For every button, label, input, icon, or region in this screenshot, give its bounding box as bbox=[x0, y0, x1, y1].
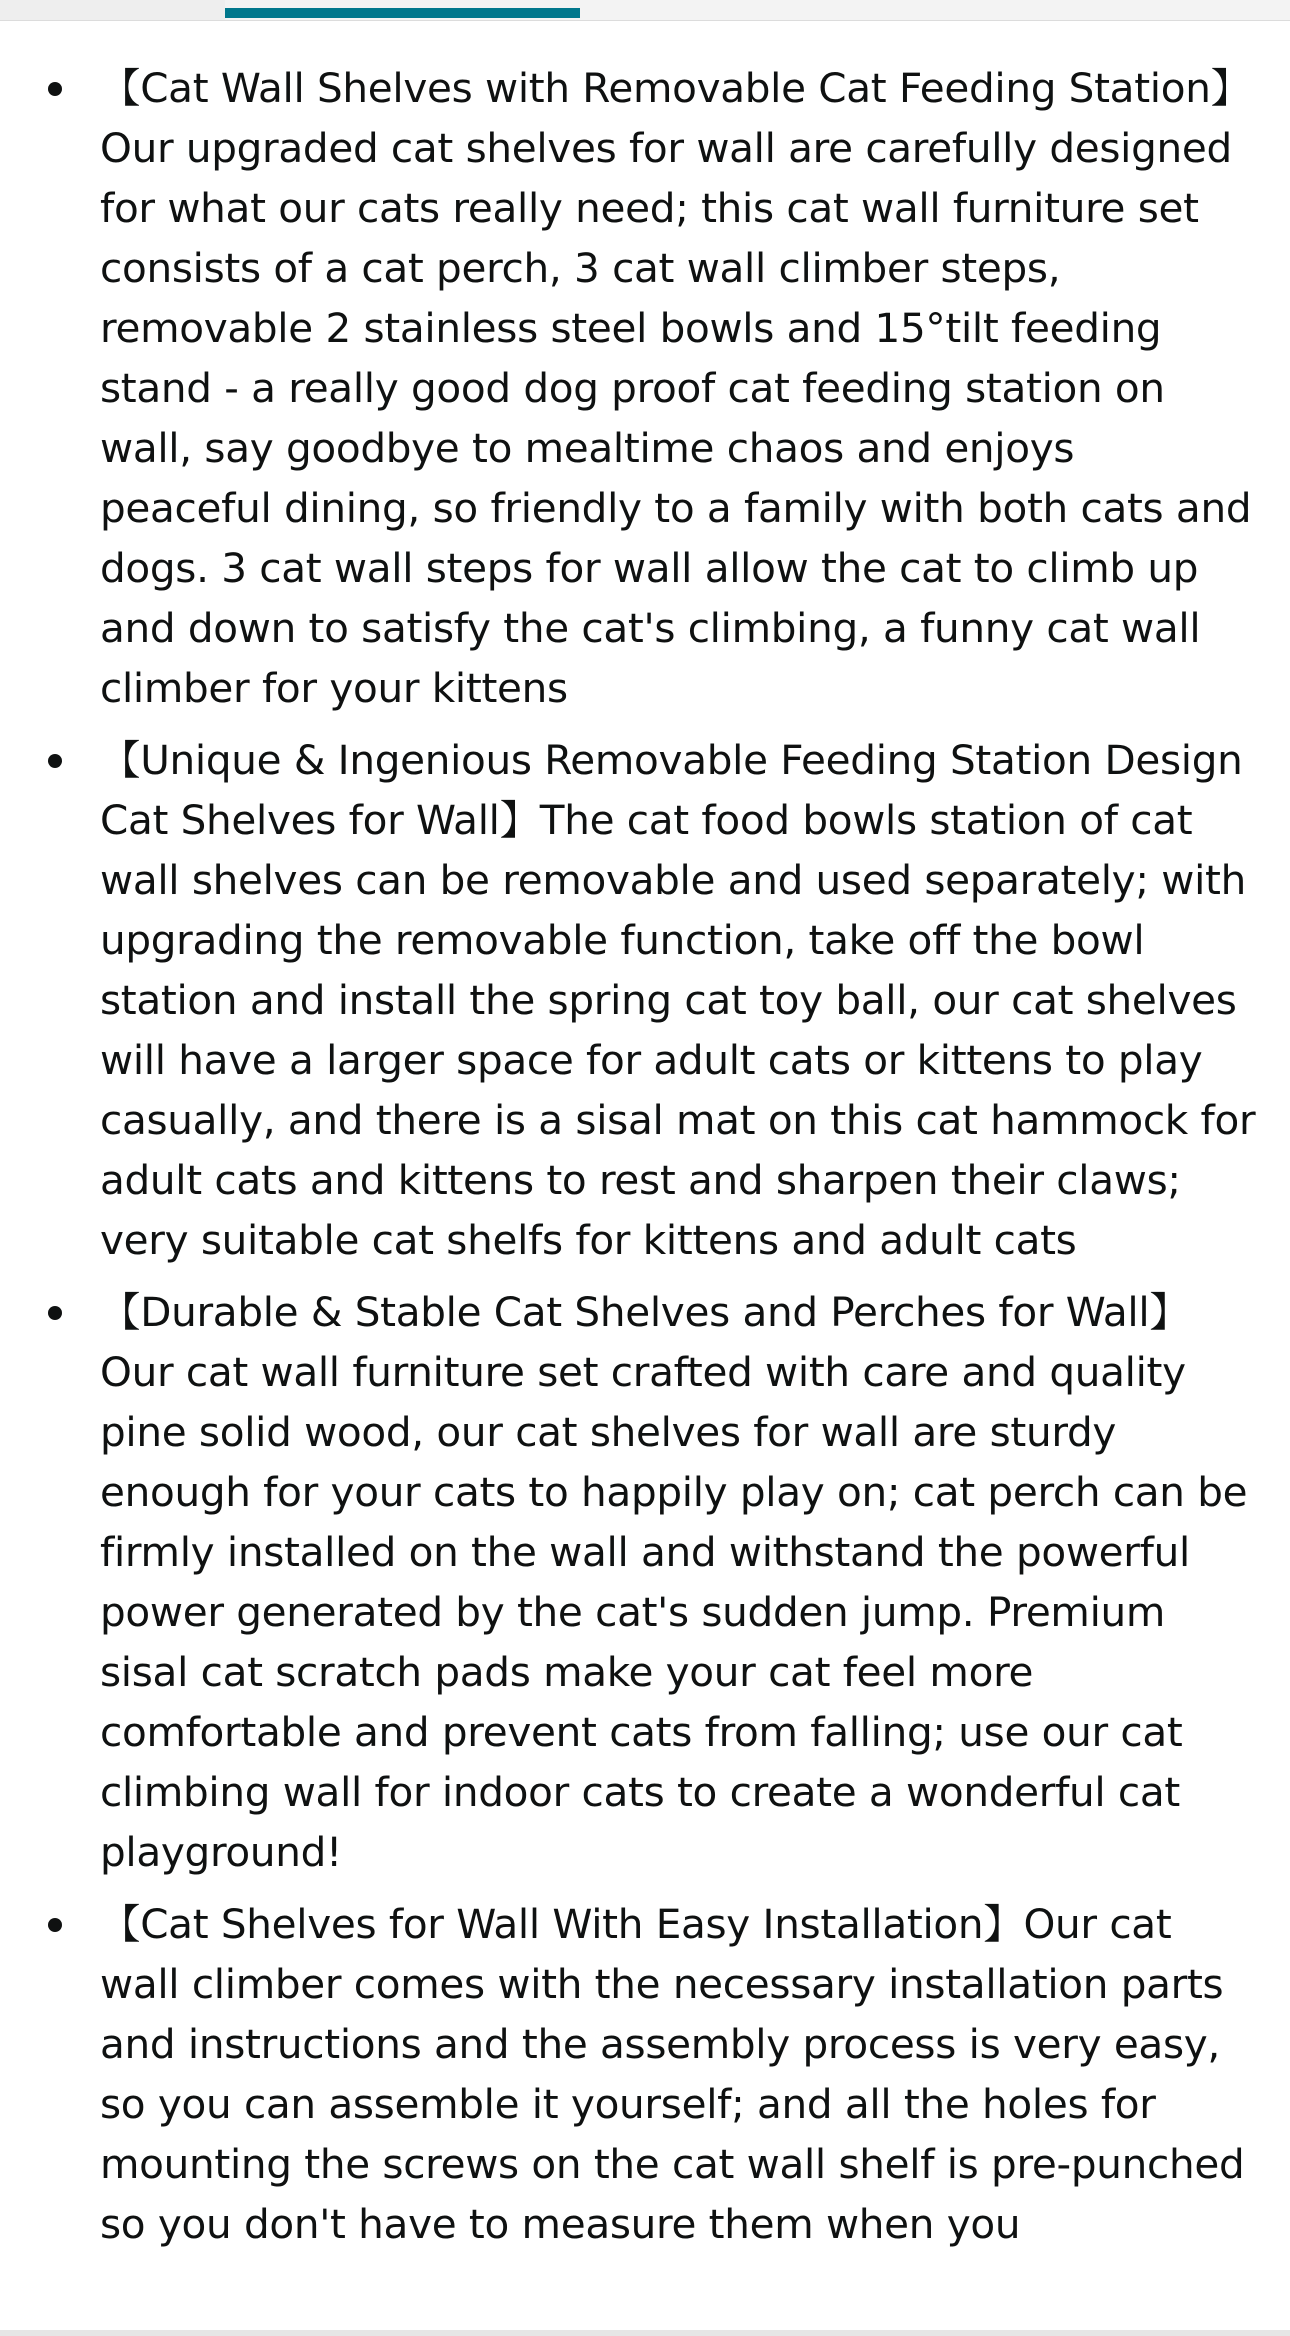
feature-bullet: 【Durable & Stable Cat Shelves and Perches for Wall】Our cat wall furniture set crafted with care and quality pine solid wood, our cat shelves for wall are sturdy enough for your cats to happily play on; cat perch can be firmly installed on the wall and withstand the powerful power generated by the cat's sudden jump. Premium sisal cat scratch pads make your cat feel more comfortable and prevent cats from falling; use our cat climbing wall for indoor cats to create a wonderful cat playground! bbox=[0, 1282, 1290, 1882]
tab-bar bbox=[0, 0, 1290, 21]
tab-active-indicator[interactable] bbox=[225, 8, 580, 18]
feature-bullet: 【Unique & Ingenious Removable Feeding Station Design Cat Shelves for Wall】The cat food bowls station of cat wall shelves can be removable and used separately; with upgrading the removable function, take off the bowl station and install the spring cat toy ball, our cat shelves will have a larger space for adult cats or kittens to play casually, and there is a sisal mat on this cat hammock for adult cats and kittens to rest and sharpen their claws; very suitable cat shelfs for kittens and adult cats bbox=[0, 730, 1290, 1270]
feature-bullet: 【Cat Shelves for Wall With Easy Installation】Our cat wall climber comes with the necessary installation parts and instructions and the assembly process is very easy, so you can assemble it yourself; and all the holes for mounting the screws on the cat wall shelf is pre-punched so you don't have to measure them when you bbox=[0, 1894, 1290, 2254]
feature-bullet: 【Cat Wall Shelves with Removable Cat Feeding Station】Our upgraded cat shelves for wall are carefully designed for what our cats really need; this cat wall furniture set consists of a cat perch, 3 cat wall climber steps, removable 2 stainless steel bowls and 15°tilt feeding stand - a really good dog proof cat feeding station on wall, say goodbye to mealtime chaos and enjoys peaceful dining, so friendly to a family with both cats and dogs. 3 cat wall steps for wall allow the cat to climb up and down to satisfy the cat's climbing, a funny cat wall climber for your kittens bbox=[0, 58, 1290, 718]
tab-inactive[interactable] bbox=[0, 0, 225, 20]
feature-bullet-list bbox=[0, 58, 1290, 2266]
bottom-edge bbox=[0, 2330, 1290, 2336]
